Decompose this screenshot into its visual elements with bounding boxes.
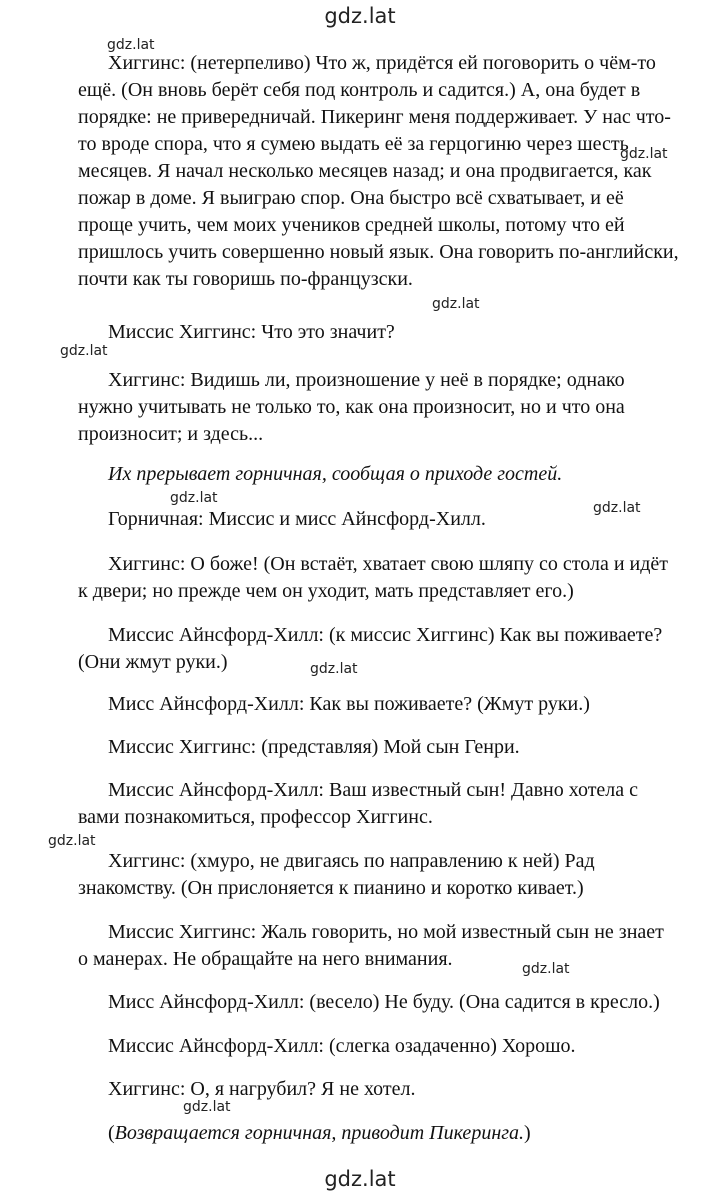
paragraph: Миссис Хиггинс: Что это значит? xyxy=(108,321,395,343)
paragraph: Миссис Айнсфорд-Хилл: Ваш известный сын! Давно хотела с вами познакомиться, профессор Хиггинс. xyxy=(78,779,639,828)
watermark: gdz.lat xyxy=(593,500,641,516)
watermark: gdz.lat xyxy=(60,343,108,359)
paragraph: Хиггинс: (хмуро, не двигаясь по направлению к ней) Рад знакомству. (Он прислоняется к пианино и коротко кивает.) xyxy=(78,850,595,899)
watermark: gdz.lat xyxy=(522,961,570,977)
paragraph: Хиггинс: О, я нагрубил? Я не хотел. xyxy=(108,1078,416,1100)
paragraph: Горничная: Миссис и мисс Айнсфорд-Хилл. xyxy=(108,508,486,530)
watermark: gdz.lat xyxy=(183,1099,231,1115)
paragraph: Хиггинс: (нетерпеливо) Что ж, придётся ей поговорить о чём-то ещё. (Он вновь берёт себя под контроль и садится.) А, она будет в порядке: не привередничай. Пикеринг меня поддерживает. У нас что- то вроде спора, что я сумею выдать её за герцогиню через шесть месяцев. Я начал несколько месяцев назад; и она продвигается, как пожар в доме. Я выиграю спор. Она быстро всё схватывает, и её проще учить, чем моих учеников средней школы, потому что ей пришлось учить совершенно новый язык. Она говорить по-английски, почти как ты говоришь по-французски. xyxy=(78,52,679,290)
watermark: gdz.lat xyxy=(432,296,480,312)
watermark: gdz.lat xyxy=(48,833,96,849)
watermark: gdz.lat xyxy=(170,490,218,506)
watermark-top: gdz.lat xyxy=(324,4,396,28)
paragraph: Миссис Айнсфорд-Хилл: (слегка озадаченно) Хорошо. xyxy=(108,1035,576,1057)
paren-open: ( xyxy=(108,1122,115,1144)
paragraph: Мисс Айнсфорд-Хилл: Как вы поживаете? (Жмут руки.) xyxy=(108,693,590,715)
paragraph: Миссис Айнсфорд-Хилл: (к миссис Хиггинс) Как вы поживаете? (Они жмут руки.) xyxy=(78,624,663,673)
paragraph: Хиггинс: Видишь ли, произношение у неё в порядке; однако нужно учитывать не только то, как она произносит, но и что она произносит; и здесь... xyxy=(78,369,625,445)
paragraph: Хиггинс: О боже! (Он встаёт, хватает свою шляпу со стола и идёт к двери; но прежде чем он уходит, мать представляет его.) xyxy=(78,553,669,602)
paragraph: Миссис Хиггинс: (представляя) Мой сын Генри. xyxy=(108,736,520,758)
stage-direction: Их прерывает горничная, сообщая о приходе гостей. xyxy=(108,463,563,485)
paren-close: ) xyxy=(524,1122,531,1144)
watermark: gdz.lat xyxy=(620,146,668,162)
watermark: gdz.lat xyxy=(310,661,358,677)
stage-direction-italic: Возвращается горничная, приводит Пикеринга. xyxy=(114,1122,525,1144)
stage-direction-last xyxy=(78,1120,698,1147)
watermark-bottom: gdz.lat xyxy=(324,1167,396,1191)
paragraph: Мисс Айнсфорд-Хилл: (весело) Не буду. (Она садится в кресло.) xyxy=(108,991,660,1013)
watermark: gdz.lat xyxy=(107,37,155,53)
paragraph: Миссис Хиггинс: Жаль говорить, но мой известный сын не знает о манерах. Не обращайте на него внимания. xyxy=(78,921,664,970)
